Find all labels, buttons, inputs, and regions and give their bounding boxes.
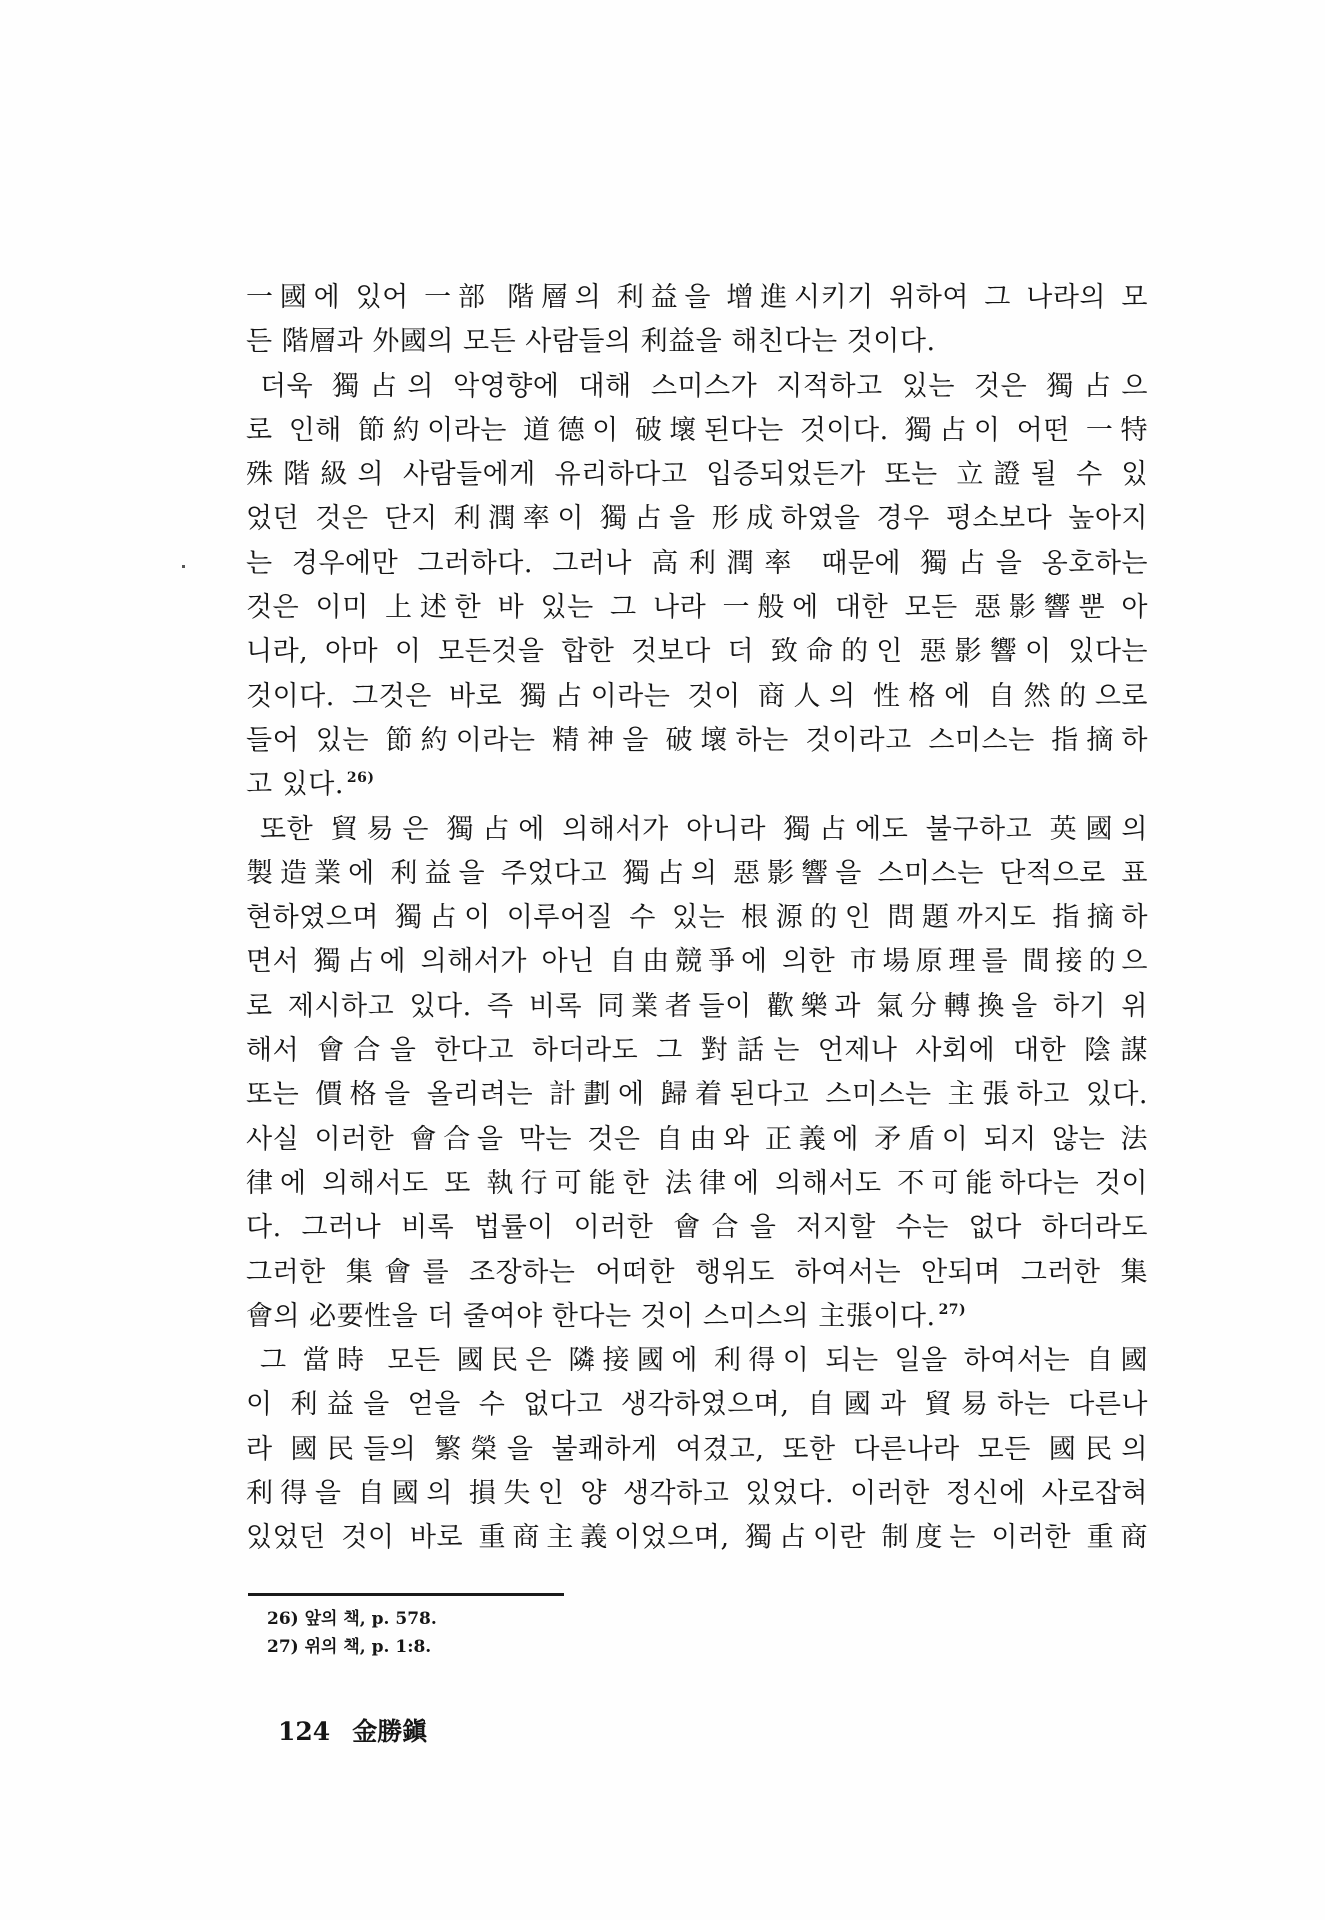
text-line bbox=[246, 1251, 1148, 1295]
line-text: 었던 것은 단지 利潤率이 獨占을 形成하였을 경우 평소보다 높아지 bbox=[246, 503, 1148, 535]
line-text: 會의 必要性을 더 줄여야 한다는 것이 스미스의 主張이다. bbox=[246, 1300, 936, 1332]
text-line bbox=[246, 940, 1148, 984]
line-text: 一國에 있어 一部 階層의 利益을 增進시키기 위하여 그 나라의 모 bbox=[246, 282, 1148, 313]
line-text: 더욱 獨占의 악영향에 대해 스미스가 지적하고 있는 것은 獨占으 bbox=[260, 370, 1148, 402]
text-line bbox=[246, 497, 1148, 541]
line-text: 製造業에 利益을 주었다고 獨占의 惡影響을 스미스는 단적으로 표 bbox=[246, 857, 1148, 889]
line-text: 고 있다. bbox=[246, 769, 344, 801]
text-line bbox=[246, 675, 1148, 719]
text-line bbox=[246, 409, 1148, 453]
line-text: 利得을 自國의 損失인 양 생각하고 있었다. 이러한 정신에 사로잡혀 bbox=[246, 1478, 1148, 1510]
page-footer bbox=[278, 1712, 427, 1748]
line-text: 것은 이미 上述한 바 있는 그 나라 一般에 대한 모든 惡影響뿐 아 bbox=[246, 592, 1148, 624]
footnote-rule bbox=[248, 1593, 564, 1596]
scan-speck bbox=[182, 565, 185, 568]
footnote-reference: 27) bbox=[938, 1301, 967, 1318]
line-text: 그러한 集會를 조장하는 어떠한 행위도 하여서는 안되며 그러한 集 bbox=[246, 1256, 1148, 1288]
body-text bbox=[246, 276, 1148, 1561]
line-text: 그 當時 모든 國民은 隣接國에 利得이 되는 일을 하여서는 自國 bbox=[260, 1345, 1148, 1377]
text-line bbox=[246, 1029, 1148, 1073]
author-name: 金勝鎭 bbox=[352, 1717, 428, 1746]
line-text: 律에 의해서도 또 執行可能한 法律에 의해서도 不可能하다는 것이 bbox=[246, 1167, 1148, 1199]
text-line bbox=[246, 1073, 1148, 1117]
line-text: 는 경우에만 그러하다. 그러나 高利潤率 때문에 獨占을 옹호하는 bbox=[246, 547, 1148, 579]
text-line bbox=[246, 1339, 1148, 1383]
line-text: 있었던 것이 바로 重商主義이었으며, 獨占이란 制度는 이러한 重商 bbox=[246, 1522, 1148, 1554]
text-line bbox=[246, 586, 1148, 630]
line-text: 殊階級의 사람들에게 유리하다고 입증되었든가 또는 立證될 수 있 bbox=[246, 459, 1148, 491]
text-line bbox=[246, 1516, 1148, 1560]
text-line bbox=[246, 896, 1148, 940]
text-line bbox=[246, 985, 1148, 1029]
footnotes bbox=[267, 1605, 437, 1661]
footnote-26: 26) 앞의 책, p. 578. bbox=[267, 1609, 437, 1629]
text-line bbox=[246, 1118, 1148, 1162]
line-text: 면서 獨占에 의해서가 아닌 自由競爭에 의한 市場原理를 間接的으 bbox=[246, 946, 1148, 978]
line-text: 또는 價格을 올리려는 計劃에 歸着된다고 스미스는 主張하고 있다. bbox=[246, 1079, 1148, 1111]
text-line bbox=[246, 852, 1148, 896]
line-text: 라 國民들의 繁榮을 불쾌하게 여겼고, 또한 다른나라 모든 國民의 bbox=[246, 1433, 1148, 1465]
line-text: 든 階層과 外國의 모든 사람들의 利益을 해친다는 것이다. bbox=[246, 326, 936, 358]
text-line bbox=[246, 365, 1148, 409]
line-text: 다. 그러나 비록 법률이 이러한 會合을 저지할 수는 없다 하더라도 bbox=[246, 1212, 1148, 1244]
footnote-reference: 26) bbox=[346, 770, 375, 787]
text-line bbox=[246, 1472, 1148, 1516]
text-line bbox=[246, 763, 1148, 807]
text-line bbox=[246, 276, 1148, 320]
line-text: 또한 貿易은 獨占에 의해서가 아니라 獨占에도 불구하고 英國의 bbox=[260, 813, 1148, 845]
text-line bbox=[246, 1428, 1148, 1472]
line-text: 사실 이러한 會合을 막는 것은 自由와 正義에 矛盾이 되지 않는 法 bbox=[246, 1123, 1148, 1155]
footnote-27: 27) 위의 책, p. 1:8. bbox=[267, 1637, 432, 1657]
text-line bbox=[246, 1162, 1148, 1206]
line-text: 들어 있는 節約이라는 精神을 破壞하는 것이라고 스미스는 指摘하 bbox=[246, 724, 1148, 756]
text-line bbox=[246, 719, 1148, 763]
line-text: 해서 會合을 한다고 하더라도 그 對話는 언제나 사회에 대한 陰謀 bbox=[246, 1035, 1148, 1067]
line-text: 로 인해 節約이라는 道德이 破壞된다는 것이다. 獨占이 어떤 一特 bbox=[246, 414, 1148, 446]
text-line bbox=[246, 630, 1148, 674]
text-line bbox=[246, 808, 1148, 852]
line-text: 로 제시하고 있다. 즉 비록 同業者들이 歡樂과 氣分轉換을 하기 위 bbox=[246, 990, 1148, 1022]
line-text: 현하였으며 獨占이 이루어질 수 있는 根源的인 問題까지도 指摘하 bbox=[246, 902, 1148, 934]
line-text: 것이다. 그것은 바로 獨占이라는 것이 商人의 性格에 自然的으로 bbox=[246, 680, 1148, 712]
text-line bbox=[246, 542, 1148, 586]
text-line bbox=[246, 1383, 1148, 1427]
text-line bbox=[246, 1206, 1148, 1250]
text-line bbox=[246, 453, 1148, 497]
line-text: 니라, 아마 이 모든것을 합한 것보다 더 致命的인 惡影響이 있다는 bbox=[246, 636, 1148, 668]
line-text: 이 利益을 얻을 수 없다고 생각하였으며, 自國과 貿易하는 다른나 bbox=[246, 1389, 1148, 1421]
page-number: 124 bbox=[278, 1717, 331, 1746]
text-line bbox=[246, 1295, 1148, 1339]
text-line bbox=[246, 320, 1148, 364]
